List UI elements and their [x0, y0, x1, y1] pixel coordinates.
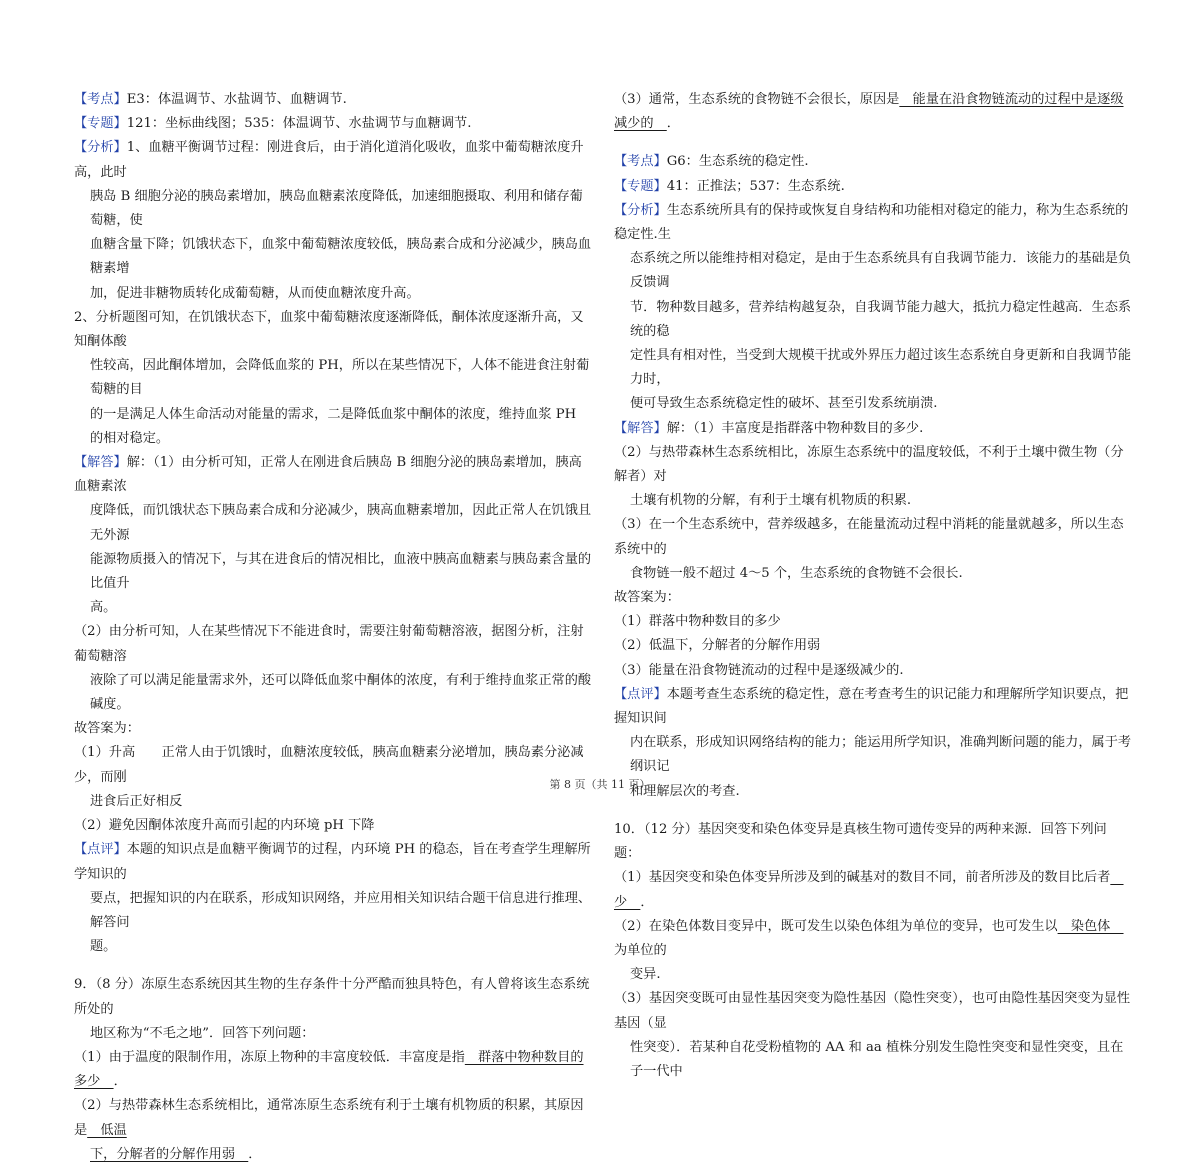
text-line: 故答案为： [74, 721, 140, 737]
text: （2）与热带森林生态系统相比，通常冻原生态系统有利于土壤有机物质的积累，其原因是 [74, 1098, 584, 1138]
text: ． [666, 116, 680, 132]
text-line: 变异. [630, 967, 661, 983]
text-line: 故答案为： [614, 590, 680, 606]
zhuanti-line [614, 175, 1132, 199]
question-10-part-2 [614, 915, 1132, 963]
text-line: 性突变）．若某种自花受粉植物的 AA 和 aa 植株分别发生隐性突变和显性突变，且在子一代中 [630, 1039, 1124, 1079]
spacer [74, 959, 592, 973]
section-tag: 【专题】 [74, 116, 127, 132]
spacer [614, 136, 1132, 150]
text: 121：坐标曲线图；535：体温调节、水盐调节与血糖调节. [126, 116, 472, 132]
question-9-part-1 [74, 1046, 592, 1094]
right-column [614, 88, 1132, 1084]
jieda-line [614, 417, 1132, 441]
section-tag: 【分析】 [614, 202, 667, 218]
text: （2）在染色体数目变异中，既可发生以染色体组为单位的变异，也可发生以 [614, 918, 1058, 934]
text: （3）通常，生态系统的食物链不会很长，原因是 [614, 92, 900, 107]
answer-blank: 群落中物种数目的多少 [74, 1049, 584, 1090]
text-line: 高。 [90, 600, 117, 616]
text: 本题的知识点是血糖平衡调节的过程，内环境 PH 的稳态，旨在考查学生理解所学知识的 [74, 842, 591, 882]
text: ． [248, 1146, 262, 1162]
answer-blank: 能量在沿食物链流动的过程中是逐级减少的 [614, 92, 1124, 132]
dianping-line [614, 683, 1132, 731]
page-footer: 第 8 页（共 11 页） [549, 778, 651, 791]
text: E3：体温调节、水盐调节、血糖调节. [126, 92, 347, 107]
text: ． [640, 894, 654, 910]
text-line: 和理解层次的考查. [630, 783, 740, 799]
text-line: 定性具有相对性，当受到大规模干扰或外界压力超过该生态系统自身更新和自我调节能力时， [630, 348, 1132, 388]
text-line: 便可导致生态系统稳定性的破坏、甚至引发系统崩溃. [630, 396, 938, 412]
question-9-part-3 [614, 88, 1132, 136]
answer-blank: 少 [614, 870, 1124, 910]
text-line: 地区称为“不毛之地”．回答下列问题： [90, 1025, 315, 1041]
text-line: （3）能量在沿食物链流动的过程中是逐级减少的. [614, 662, 904, 678]
zhuanti-line [74, 112, 592, 136]
answer-blank: 染色体 [1057, 918, 1124, 934]
text-line [74, 1143, 592, 1167]
left-column [74, 88, 592, 1167]
text-line: 节．物种数目越多，营养结构越复杂，自我调节能力越大，抵抗力稳定性越高．生态系统的稳 [630, 299, 1132, 339]
dianping-line [74, 838, 592, 886]
question-10-title: 10．（12 分）基因突变和染色体变异是真核生物可遗传变异的两种来源．回答下列问题： [614, 821, 1107, 862]
text-line: （3）在一个生态系统中，营养级越多，在能量流动过程中消耗的能量就越多，所以生态系统中的 [614, 517, 1124, 557]
text-line: 液除了可以满足能量需求外，还可以降低血浆中酮体的浓度，有利于维持血浆正常的酸碱度。 [90, 672, 592, 713]
fenxi-line [614, 199, 1132, 247]
text-line: 加，促进非糖物质转化成葡萄糖，从而使血糖浓度升高。 [90, 285, 420, 301]
kaodian-line [614, 150, 1132, 174]
question-9-part-2 [74, 1094, 592, 1142]
question-9-title: 9．（8 分）冻原生态系统因其生物的生存条件十分严酷而独具特色，有人曾将该生态系统所处的 [74, 977, 590, 1017]
answer-blank: 低温 [87, 1122, 127, 1138]
text-line: 度降低，而饥饿状态下胰岛素合成和分泌减少，胰高血糖素增加，因此正常人在饥饿且无外源 [90, 503, 592, 543]
jieda-line [74, 451, 592, 499]
text-line: 进食后正好相反 [90, 793, 183, 809]
answer-blank: 下，分解者的分解作用弱 [90, 1146, 249, 1162]
text: 本题考查生态系统的稳定性，意在考查考生的识记能力和理解所学知识要点，把握知识间 [614, 686, 1129, 727]
text-line: 内在联系，形成知识网络结构的能力；能运用所学知识，准确判断问题的能力，属于考纲识记 [630, 735, 1132, 775]
text-line: 胰岛 B 细胞分泌的胰岛素增加，胰岛血糖素浓度降低，加速细胞摄取、利用和储存葡萄糖，使 [90, 188, 583, 229]
text-line: （2）低温下，分解者的分解作用弱 [614, 638, 821, 654]
fenxi-line [74, 136, 592, 184]
text-line: 题。 [90, 939, 117, 955]
section-tag: 【解答】 [614, 420, 667, 436]
text: 41：正推法；537：生态系统. [666, 178, 845, 194]
text-line: 要点，把握知识的内在联系，形成知识网络，并应用相关知识结合题干信息进行推理、解答问 [90, 890, 592, 930]
question-10-part-1 [614, 866, 1132, 914]
section-tag: 【考点】 [74, 92, 127, 107]
section-tag: 【点评】 [74, 842, 127, 858]
text-line: 食物链一般不超过 4～5 个，生态系统的食物链不会很长. [630, 565, 963, 581]
question-10-part-3: （3）基因突变既可由显性基因突变为隐性基因（隐性突变），也可由隐性基因突变为显性基因（显 [614, 991, 1131, 1031]
text-line: （1）群落中物种数目的多少 [614, 614, 781, 630]
text: 解：（1）丰富度是指群落中物种数目的多少. [666, 420, 924, 436]
text-line: （2）避免因酮体浓度升高而引起的内环境 pH 下降 [74, 818, 375, 834]
text-line: 的一是满足人体生命活动对能量的需求，二是降低血浆中酮体的浓度，维持血浆 PH 的相对稳定。 [90, 406, 577, 446]
section-tag: 【点评】 [614, 686, 667, 702]
text: （1）基因突变和染色体变异所涉及到的碱基对的数目不同，前者所涉及的数目比后者 [614, 870, 1111, 886]
text-line: 血糖含量下降；饥饿状态下，血浆中葡萄糖浓度较低，胰岛素合成和分泌减少，胰岛血糖素增 [90, 237, 592, 277]
text-line: 2、分析题图可知，在饥饿状态下，血浆中葡萄糖浓度逐渐降低，酮体浓度逐渐升高，又知酮体酸 [74, 309, 584, 350]
section-tag: 【解答】 [74, 455, 127, 471]
text: （1）由于温度的限制作用，冻原上物种的丰富度较低．丰富度是指 [74, 1049, 465, 1065]
text-line: 能源物质摄入的情况下，与其在进食后的情况相比，血液中胰高血糖素与胰岛素含量的比值升 [90, 551, 592, 592]
text-line: 性较高，因此酮体增加，会降低血浆的 PH，所以在某些情况下，人体不能进食注射葡萄糖的目 [90, 358, 590, 398]
text-line: 态系统之所以能维持相对稳定，是由于生态系统具有自我调节能力．该能力的基础是负反馈调 [630, 251, 1132, 291]
section-tag: 【分析】 [74, 140, 127, 156]
section-tag: 【专题】 [614, 178, 667, 194]
text: 1、血糖平衡调节过程：刚进食后，由于消化道消化吸收，血浆中葡萄糖浓度升高，此时 [74, 140, 584, 180]
kaodian-line [74, 88, 592, 112]
section-tag: 【考点】 [614, 154, 667, 170]
text-line: 土壤有机物的分解，有利于土壤有机物质的积累. [630, 493, 912, 509]
text: 解：（1）由分析可知，正常人在刚进食后胰岛 B 细胞分泌的胰岛素增加，胰高血糖素浓 [74, 455, 582, 495]
text-line: （1）升高 正常人由于饥饿时，血糖浓度较低，胰高血糖素分泌增加，胰岛素分泌减少，而刚 [74, 745, 584, 785]
text: G6：生态系统的稳定性. [666, 154, 809, 170]
text: 生态系统所具有的保持或恢复自身结构和功能相对稳定的能力，称为生态系统的稳定性.生 [614, 202, 1129, 243]
spacer [614, 804, 1132, 818]
text: ． [113, 1074, 127, 1090]
text: 为单位的 [614, 942, 667, 958]
text-line: （2）与热带森林生态系统相比，冻原生态系统中的温度较低，不利于土壤中微生物（分解者）对 [614, 444, 1124, 485]
text-line: （2）由分析可知，人在某些情况下不能进食时，需要注射葡萄糖溶液，据图分析，注射葡萄糖溶 [74, 624, 584, 664]
